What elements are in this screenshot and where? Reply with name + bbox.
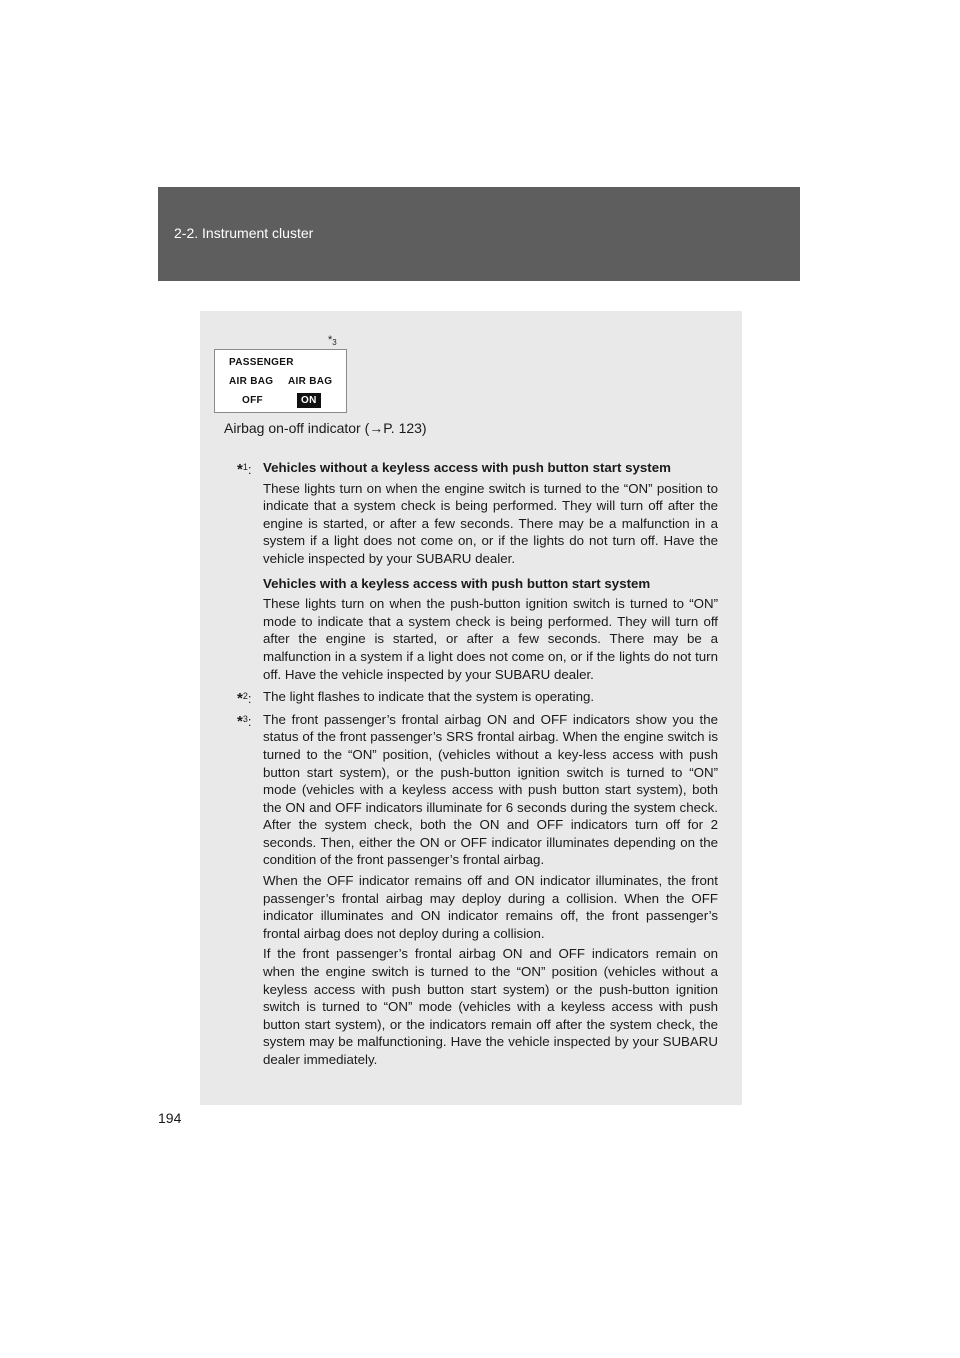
- content-panel: [200, 311, 742, 1105]
- section-header-band: [158, 187, 800, 281]
- footnote-3-text-b: When the OFF indicator remains off and ON indicator illuminates, the front passenger’s frontal airbag may deploy during a collision. When the OFF indicator illuminates and ON indicator remains off, the front passenger’s frontal airbag does not deploy during a collision.: [263, 873, 718, 941]
- footnote-1-marker: *$^1$:: [237, 461, 252, 478]
- footnotes: [228, 459, 718, 1074]
- figure-footnote-index: 3: [332, 338, 337, 347]
- footnote-1: [228, 459, 718, 683]
- indicator-passenger-label: PASSENGER: [229, 357, 294, 368]
- page-number: 194: [158, 1110, 182, 1126]
- footnote-1-heading-a: Vehicles without a keyless access with push button start system: [263, 460, 671, 475]
- indicator-off-label: OFF: [242, 395, 263, 406]
- figure-caption: Airbag on-off indicator (→P. 123): [224, 420, 427, 436]
- indicator-airbag-left-label: AIR BAG: [229, 376, 274, 387]
- indicator-airbag-right-label: AIR BAG: [288, 376, 333, 387]
- footnote-3-text-a: The front passenger’s frontal airbag ON and OFF indicators show you the status of the front passenger’s SRS frontal airbag. When the engine switch is turned to the “ON” position, (vehicles without a key-less access with push button start system), or the push-button ignition switch is turned to “ON” mode (vehicles with a keyless access with push button start system), both the ON and OFF indicators illuminate for 6 seconds during the system check. After the system check, both the ON and OFF indicators turn off for 2 seconds. Then, either the ON or OFF indicator illuminates depending on the condition of the front passenger’s frontal airbag.: [263, 711, 718, 868]
- footnote-3-marker: *$^3$:: [237, 712, 252, 730]
- indicator-on-label: ON: [297, 393, 321, 408]
- airbag-indicator-figure: [214, 349, 347, 413]
- footnote-1-text-b: These lights turn on when the push-button ignition switch is turned to “ON” mode to indicate that a system check is being performed. They will turn off after the engine is started, or after a few seconds. There may be a malfunction in a system if a light does not come on, or if the lights do not turn off. Have the vehicle inspected by your SUBARU dealer.: [263, 596, 718, 682]
- footnote-2-text: The light flashes to indicate that the system is operating.: [263, 689, 595, 705]
- footnote-3-text-c: If the front passenger’s frontal airbag ON and OFF indicators remain on when the engine switch is turned to the “ON” position (vehicles without a keyless access with push button start system) or the push-button ignition switch is turned to “ON” mode (vehicles with a keyless access with push button start system), or the indicators remain off after the system check, the system may be malfunctioning. Have the vehicle inspected by your SUBARU dealer immediately.: [263, 946, 718, 1067]
- figure-footnote-marker: [328, 334, 337, 347]
- footnote-3: [228, 711, 718, 1069]
- footnote-2: [228, 688, 718, 706]
- section-title: 2-2. Instrument cluster: [174, 225, 314, 241]
- footnote-1-heading-b: Vehicles with a keyless access with push button start system: [263, 575, 651, 591]
- footnote-2-marker: *$^2$:: [237, 690, 252, 708]
- asterisk-icon: *: [328, 334, 333, 346]
- footnote-1-text-a: These lights turn on when the engine switch is turned to the “ON” position to indicate that a system check is being performed. They will turn off after the engine is started, or after a few seconds. There may be a malfunction in a system if a light does not come on, or if the lights do not turn off. Have the vehicle inspected by your SUBARU dealer.: [263, 480, 718, 566]
